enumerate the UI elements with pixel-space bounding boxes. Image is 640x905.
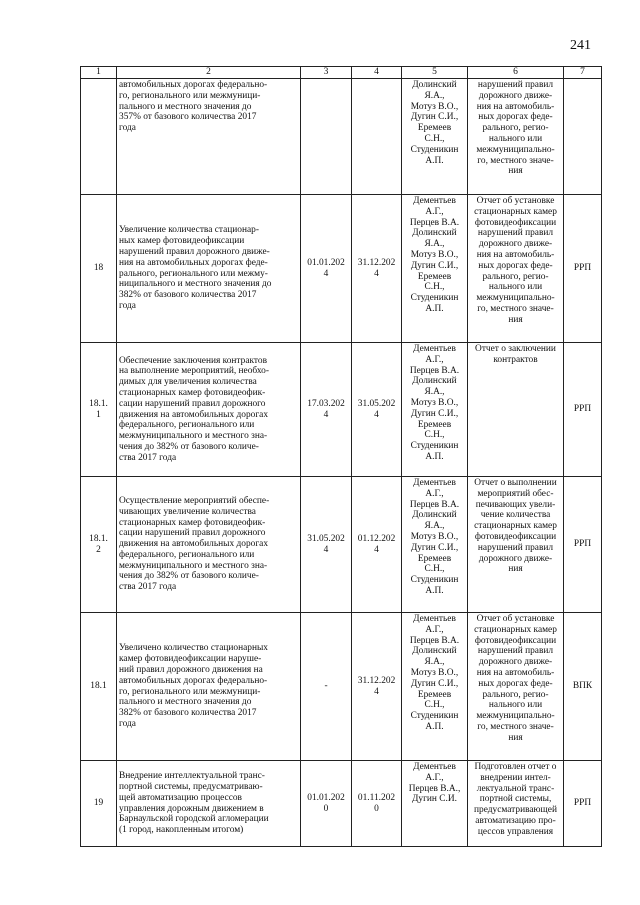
item-number: 19 [81,761,117,847]
table-header-row [81,67,602,79]
table-row [81,79,602,195]
table-row [81,761,602,847]
item-name: Обеспечение заключения контрактов на выполнение мероприятий, необхо- димых для увеличения количества стационарных камер фотовидеофик- сации нарушений правил дорожного движения на автомобильных дорогах федерального, регионального или межмуниципального и местного зна- чения до 382% от базового количе- ства 2017 года [117,343,301,477]
start-date: 01.01.202 0 [301,761,352,847]
category [564,79,602,195]
result-document: Отчет об установке стационарных камер фотовидеофиксации нарушений правил дорожного движе- ния на автомобиль- ных дорогах феде- рального, регио- нального или межмуниципально- го, местного значе- ния [468,613,564,761]
column-header: 5 [402,67,468,79]
category: РРП [564,343,602,477]
page-number: 241 [570,38,591,53]
column-header: 1 [81,67,117,79]
category: ВПК [564,613,602,761]
start-date: 01.01.202 4 [301,195,352,343]
item-name: Осуществление мероприятий обеспе- чивающих увеличение количества стационарных камер фотовидеофик- сации нарушений правил дорожного движения на автомобильных дорогах федерального, регионального или межмуниципального и местного зна- чения до 382% от базового количе- ства 2017 года [117,477,301,613]
responsible: Дементьев А.Г., Перцев В.А. Долинский Я.А., Мотуз В.О., Дугин С.И., Еремеев С.Н., Студеникин А.П. [402,613,468,761]
category: РРП [564,195,602,343]
table-row [81,477,602,613]
table-row [81,613,602,761]
item-name: автомобильных дорогах федерально- го, регионального или межмуници- пального и местного значения до 357% от базового количества 2017 года [117,79,301,195]
column-header: 2 [117,67,301,79]
responsible: Дементьев А.Г., Перцев В.А., Дугин С.И. [402,761,468,847]
column-header: 4 [352,67,402,79]
result-document: нарушений правил дорожного движе- ния на автомобиль- ных дорогах феде- рального, регио- нального или межмуниципально- го, местного значе- ния [468,79,564,195]
end-date: 01.12.202 4 [352,477,402,613]
item-number: 18.1 [81,613,117,761]
item-name: Увеличено количество стационарных камер фотовидеофиксации наруше- ний правил дорожного движения на автомобильных дорогах федерально- го, регионального или межмуници- пального и местного значения до 382% от базового количества 2017 года [117,613,301,761]
responsible: Дементьев А.Г., Перцев В.А. Долинский Я.А., Мотуз В.О., Дугин С.И., Еремеев С.Н., Студеникин А.П. [402,477,468,613]
end-date [352,79,402,195]
start-date [301,79,352,195]
result-document: Отчет о выполнении мероприятий обес- печивающих увели- чение количества стационарных камер фотовидеофиксации нарушений правил дорожного движе- ния [468,477,564,613]
item-number: 18.1. 1 [81,343,117,477]
responsible: Дементьев А.Г., Перцев В.А. Долинский Я.А., Мотуз В.О., Дугин С.И., Еремеев С.Н., Студеникин А.П. [402,343,468,477]
item-name: Внедрение интеллектуальной транс- портной системы, предусматриваю- щей автоматизацию процессов управления дорожным движением в Барнаульской городской агломерации (1 город, накопленным итогом) [117,761,301,847]
start-date: 31.05.202 4 [301,477,352,613]
item-number: 18 [81,195,117,343]
start-date: - [301,613,352,761]
column-header: 7 [564,67,602,79]
end-date: 31.05.202 4 [352,343,402,477]
table-row [81,195,602,343]
item-number [81,79,117,195]
plan-table [80,66,602,847]
responsible: Дементьев А.Г., Перцев В.А. Долинский Я.А., Мотуз В.О., Дугин С.И., Еремеев С.Н., Студеникин А.П. [402,195,468,343]
end-date: 31.12.202 4 [352,195,402,343]
end-date: 31.12.202 4 [352,613,402,761]
category: РРП [564,761,602,847]
responsible: Долинский Я.А., Мотуз В.О., Дугин С.И., Еремеев С.Н., Студеникин А.П. [402,79,468,195]
category: РРП [564,477,602,613]
item-name: Увеличение количества стационар- ных камер фотовидеофиксации нарушений правил дорожного движе- ния на автомобильных дорогах феде- рального, регионального или межму- ниципального и местного значения до 382% от базового количества 2017 года [117,195,301,343]
start-date: 17.03.202 4 [301,343,352,477]
result-document: Отчет о заключении контрактов [468,343,564,477]
result-document: Отчет об установке стационарных камер фотовидеофиксации нарушений правил дорожного движе- ния на автомобиль- ных дорогах феде- рального, регио- нального или межмуниципально- го, местного значе- ния [468,195,564,343]
column-header: 3 [301,67,352,79]
result-document: Подготовлен отчет о внедрении интел- лектуальной транс- портной системы, предусматривающей автоматизацию про- цессов управления [468,761,564,847]
end-date: 01.11.202 0 [352,761,402,847]
column-header: 6 [468,67,564,79]
item-number: 18.1. 2 [81,477,117,613]
table-row [81,343,602,477]
